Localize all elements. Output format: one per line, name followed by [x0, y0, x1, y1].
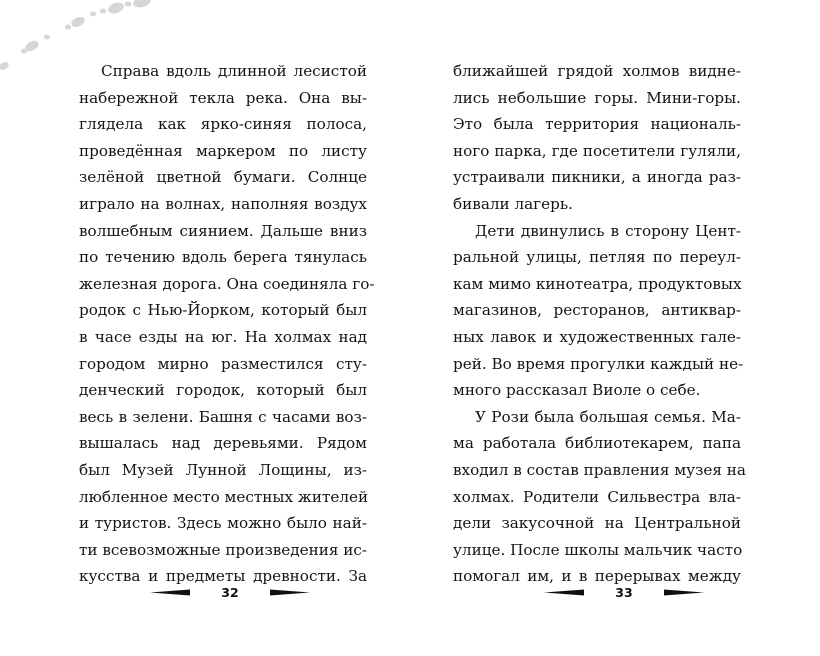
- text-line: набережной текла река. Она вы-: [79, 88, 367, 107]
- text-line: лись небольшие горы. Мини-горы.: [453, 88, 741, 107]
- text-line: волшебным сиянием. Дальше вниз: [79, 221, 367, 240]
- text-line: рей. Во время прогулки каждый не-: [453, 354, 744, 373]
- text-line: проведённая маркером по листу: [79, 141, 367, 160]
- left-page: [79, 58, 375, 590]
- text-line: родок с Нью-Йорком, который был: [79, 301, 367, 320]
- text-line: У Рози была большая семья. Ма-: [475, 407, 741, 426]
- text-line: кам мимо кинотеатра, продуктовых: [453, 274, 742, 293]
- text-line: играло на волнах, наполняя воздух: [79, 194, 367, 213]
- text-line: дели закусочной на Центральной: [453, 514, 741, 533]
- text-line: ближайшей грядой холмов видне-: [453, 62, 741, 80]
- text-line: по течению вдоль берега тянулась: [79, 248, 367, 267]
- text-line: глядела как ярко-синяя полоса,: [79, 115, 367, 134]
- text-line: денческий городок, который был: [79, 381, 367, 400]
- text-line: входил в состав правления музея на: [453, 460, 746, 479]
- text-line: Дети двинулись в сторону Цент-: [475, 221, 741, 240]
- right-page: [453, 58, 746, 590]
- text-line: ральной улицы, петляя по переул-: [453, 248, 741, 267]
- page-number-right: [544, 583, 704, 603]
- text-line: ма работала библиотекарем, папа: [453, 434, 741, 453]
- text-line: магазинов, ресторанов, антиквар-: [453, 301, 741, 320]
- text-line: устраивали пикники, а иногда раз-: [453, 168, 741, 187]
- text-line: кусства и предметы древности. За: [79, 567, 367, 586]
- text-line: бивали лагерь.: [453, 194, 573, 213]
- page-number: 33: [615, 585, 633, 600]
- text-line: ных лавок и художественных гале-: [453, 327, 741, 346]
- text-line: зелёной цветной бумаги. Солнце: [79, 168, 367, 187]
- text-line: железная дорога. Она соединяла го-: [79, 274, 375, 293]
- text-line: Справа вдоль длинной лесистой: [101, 62, 367, 80]
- text-line: Это была территория националь-: [453, 115, 741, 134]
- text-line: весь в зелени. Башня с часами воз-: [79, 407, 367, 426]
- text-line: и туристов. Здесь можно было най-: [79, 514, 367, 533]
- text-line: ти всевозможные произведения ис-: [79, 540, 368, 559]
- text-line: любленное место местных жителей: [79, 487, 369, 506]
- text-line: много рассказал Виоле о себе.: [453, 381, 701, 400]
- text-line: помогал им, и в перерывах между: [453, 567, 741, 586]
- text-line: городом мирно разместился сту-: [79, 354, 367, 373]
- page-number-left: [150, 583, 310, 603]
- text-line: ного парка, где посетители гуляли,: [453, 141, 741, 160]
- text-line: улице. После школы мальчик часто: [453, 540, 743, 559]
- page-number: 32: [221, 585, 239, 600]
- text-line: холмах. Родители Сильвестра вла-: [453, 487, 741, 506]
- text-line: в часе езды на юг. На холмах над: [79, 327, 367, 346]
- text-line: был Музей Лунной Лощины, из-: [79, 460, 367, 479]
- text-line: вышалась над деревьями. Рядом: [79, 434, 367, 453]
